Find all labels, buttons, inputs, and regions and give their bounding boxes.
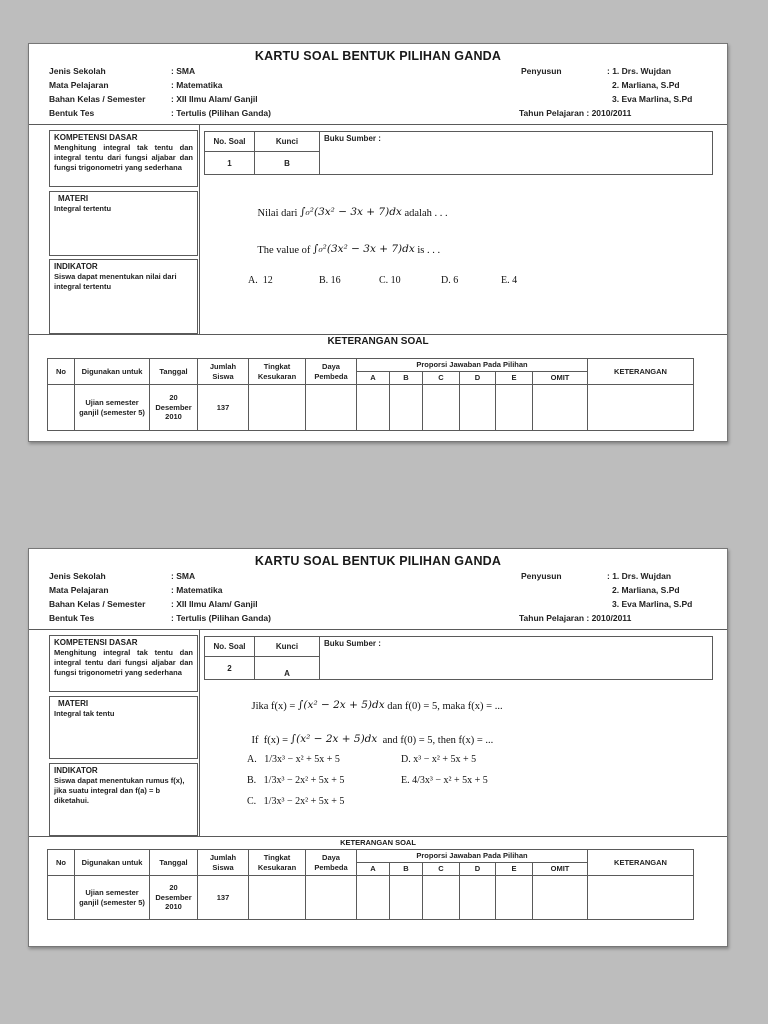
cell-tanggal: 20 Desember 2010 [150,385,198,431]
materi-box [49,696,198,759]
penyusun-3: 3. Eva Marlina, S.Pd [612,599,693,609]
info-label-bahan-kelas: Bahan Kelas / Semester [49,94,146,104]
col-header-no: No [48,850,75,876]
keterangan-divider-line [29,836,727,837]
cell-omit [533,385,588,431]
question-suffix: is . . . [414,245,441,256]
col-header-omit: OMIT [533,863,588,876]
info-value-mata-pelajaran: : Matematika [171,80,223,90]
col-header-digunakan: Digunakan untuk [75,850,150,876]
cell-no [48,876,75,920]
cell-no [48,385,75,431]
kompetensi-dasar-text: Menghitung integral tak tentu dan integral tentu dari fungsi aljabar dan fungsi trigonometri yang sederhana [54,648,193,678]
cell-jumlah-siswa: 137 [198,385,249,431]
option-c: C. 1/3x³ − 2x² + 5x + 5 [247,796,345,807]
cell-a [357,385,390,431]
soal-card-page-1 [28,43,728,442]
info-label-bahan-kelas: Bahan Kelas / Semester [49,599,146,609]
buku-sumber-box [319,131,713,175]
indikator-text: Siswa dapat menentukan nilai dari integral tertentu [54,272,177,292]
info-value-bentuk-tes: : Tertulis (Pilihan Ganda) [171,108,271,118]
table-row [48,385,694,431]
cell-c [423,876,460,920]
integral-expression: ∫₀²(3x² − 3x + 7)dx [300,206,402,218]
col-header-tingkat-kesukaran: Tingkat Kesukaran [249,850,306,876]
materi-heading: MATERI [58,194,89,203]
kunci-value: B [255,152,320,175]
kunci-header: Kunci [255,637,320,657]
question-line-english [241,723,493,757]
cell-b [390,876,423,920]
body-divider-line [199,124,200,334]
header-divider-line [29,124,727,125]
body-divider-line [199,629,200,836]
kompetensi-dasar-heading: KOMPETENSI DASAR [54,638,138,647]
materi-heading: MATERI [58,699,89,708]
question-suffix: adalah . . . [401,208,448,219]
col-header-proporsi: Proporsi Jawaban Pada Pilihan [357,850,588,863]
info-label-mata-pelajaran: Mata Pelajaran [49,80,109,90]
cell-d [460,876,496,920]
cell-d [460,385,496,431]
question-line-indonesian [247,196,448,230]
col-header-tingkat-kesukaran: Tingkat Kesukaran [249,359,306,385]
question-prefix: If f(x) = [251,735,291,746]
info-value-bahan-kelas: : XII Ilmu Alam/ Ganjil [171,599,258,609]
indikator-text: Siswa dapat menentukan rumus f(x), jika suatu integral dan f(a) = b diketahui. [54,776,185,806]
materi-text: Integral tak tentu [54,709,115,718]
info-label-bentuk-tes: Bentuk Tes [49,613,95,623]
page-title: KARTU SOAL BENTUK PILIHAN GANDA [254,554,502,568]
no-soal-header: No. Soal [205,132,255,152]
question-line-english [247,233,440,267]
option-a: A. 12 [248,275,273,286]
kompetensi-dasar-box [49,130,198,187]
buku-sumber-label: Buku Sumber : [324,639,381,648]
col-header-b: B [390,372,423,385]
info-label-bentuk-tes: Bentuk Tes [49,108,95,118]
cell-daya-pembeda [306,876,357,920]
col-header-c: C [423,372,460,385]
question-prefix: Jika f(x) = [251,701,298,712]
col-header-tanggal: Tanggal [150,359,198,385]
col-header-jumlah-siswa: Jumlah Siswa [198,850,249,876]
cell-b [390,385,423,431]
col-header-e: E [496,863,533,876]
question-line-indonesian [241,689,503,723]
option-b: B. 16 [319,275,341,286]
option-d: D. x³ − x² + 5x + 5 [401,754,477,765]
question-prefix: Nilai dari [257,208,301,219]
cell-a [357,876,390,920]
cell-digunakan: Ujian semester ganjil (semester 5) [75,385,150,431]
col-header-no: No [48,359,75,385]
no-soal-kunci-table [204,636,320,680]
indikator-heading: INDIKATOR [54,262,98,271]
cell-keterangan [588,876,694,920]
cell-daya-pembeda [306,385,357,431]
soal-card-page-2 [28,548,728,947]
keterangan-soal-heading: KETERANGAN SOAL [340,838,416,847]
info-label-mata-pelajaran: Mata Pelajaran [49,585,109,595]
col-header-b: B [390,863,423,876]
buku-sumber-box [319,636,713,680]
no-soal-value: 2 [205,657,255,680]
option-a: A. 1/3x³ − x² + 5x + 5 [247,754,340,765]
info-value-mata-pelajaran: : Matematika [171,585,223,595]
cell-tanggal: 20 Desember 2010 [150,876,198,920]
penyusun-1: : 1. Drs. Wujdan [607,66,672,76]
header-divider-line [29,629,727,630]
keterangan-soal-table [47,358,694,431]
cell-keterangan [588,385,694,431]
keterangan-divider-line [29,334,727,335]
col-header-jumlah-siswa: Jumlah Siswa [198,359,249,385]
cell-omit [533,876,588,920]
cell-e [496,385,533,431]
col-header-keterangan: KETERANGAN [588,850,694,876]
tahun-pelajaran: Tahun Pelajaran : 2010/2011 [519,108,632,118]
question-suffix: and f(0) = 5, then f(x) = ... [377,735,494,746]
col-header-proporsi: Proporsi Jawaban Pada Pilihan [357,359,588,372]
cell-e [496,876,533,920]
option-e: E. 4 [501,275,518,286]
integral-expression: ∫₀²(3x² − 3x + 7)dx [313,243,415,255]
option-e: E. 4/3x³ − x² + 5x + 5 [401,775,488,786]
col-header-e: E [496,372,533,385]
indikator-box [49,259,198,334]
cell-c [423,385,460,431]
no-soal-header: No. Soal [205,637,255,657]
indikator-box [49,763,198,836]
page-title: KARTU SOAL BENTUK PILIHAN GANDA [254,49,502,63]
penyusun-2: 2. Marliana, S.Pd [612,80,680,90]
info-value-jenis-sekolah: : SMA [171,571,196,581]
col-header-daya-pembeda: Daya Pembeda [306,850,357,876]
keterangan-soal-table [47,849,694,920]
kompetensi-dasar-box [49,635,198,692]
col-header-d: D [460,863,496,876]
col-header-keterangan: KETERANGAN [588,359,694,385]
integral-expression: ∫(x² − 2x + 5)dx [290,733,378,745]
info-value-bahan-kelas: : XII Ilmu Alam/ Ganjil [171,94,258,104]
indikator-heading: INDIKATOR [54,766,98,775]
kompetensi-dasar-text: Menghitung integral tak tentu dan integral tentu dari fungsi aljabar dan fungsi trigonometri yang sederhana [54,143,193,173]
info-value-bentuk-tes: : Tertulis (Pilihan Ganda) [171,613,271,623]
penyusun-2: 2. Marliana, S.Pd [612,585,680,595]
penyusun-label: Penyusun [521,66,562,76]
col-header-a: A [357,863,390,876]
tahun-pelajaran: Tahun Pelajaran : 2010/2011 [519,613,632,623]
penyusun-1: : 1. Drs. Wujdan [607,571,672,581]
col-header-c: C [423,863,460,876]
materi-box [49,191,198,256]
cell-digunakan: Ujian semester ganjil (semester 5) [75,876,150,920]
option-c: C. 10 [379,275,401,286]
materi-text: Integral tertentu [54,204,112,213]
info-label-jenis-sekolah: Jenis Sekolah [49,571,106,581]
cell-jumlah-siswa: 137 [198,876,249,920]
info-value-jenis-sekolah: : SMA [171,66,196,76]
option-d: D. 6 [441,275,459,286]
no-soal-value: 1 [205,152,255,175]
kunci-header: Kunci [255,132,320,152]
kunci-value: A [255,657,320,680]
col-header-daya-pembeda: Daya Pembeda [306,359,357,385]
question-suffix: dan f(0) = 5, maka f(x) = ... [384,701,503,712]
option-b: B. 1/3x³ − 2x² + 5x + 5 [247,775,345,786]
no-soal-kunci-table [204,131,320,175]
col-header-omit: OMIT [533,372,588,385]
col-header-a: A [357,372,390,385]
col-header-d: D [460,372,496,385]
cell-tingkat-kesukaran [249,876,306,920]
col-header-digunakan: Digunakan untuk [75,359,150,385]
table-row [48,876,694,920]
cell-tingkat-kesukaran [249,385,306,431]
question-prefix: The value of [257,245,313,256]
keterangan-soal-heading: KETERANGAN SOAL [327,336,429,347]
integral-expression: ∫(x² − 2x + 5)dx [297,699,385,711]
penyusun-3: 3. Eva Marlina, S.Pd [612,94,693,104]
buku-sumber-label: Buku Sumber : [324,134,381,143]
kompetensi-dasar-heading: KOMPETENSI DASAR [54,133,138,142]
col-header-tanggal: Tanggal [150,850,198,876]
info-label-jenis-sekolah: Jenis Sekolah [49,66,106,76]
penyusun-label: Penyusun [521,571,562,581]
